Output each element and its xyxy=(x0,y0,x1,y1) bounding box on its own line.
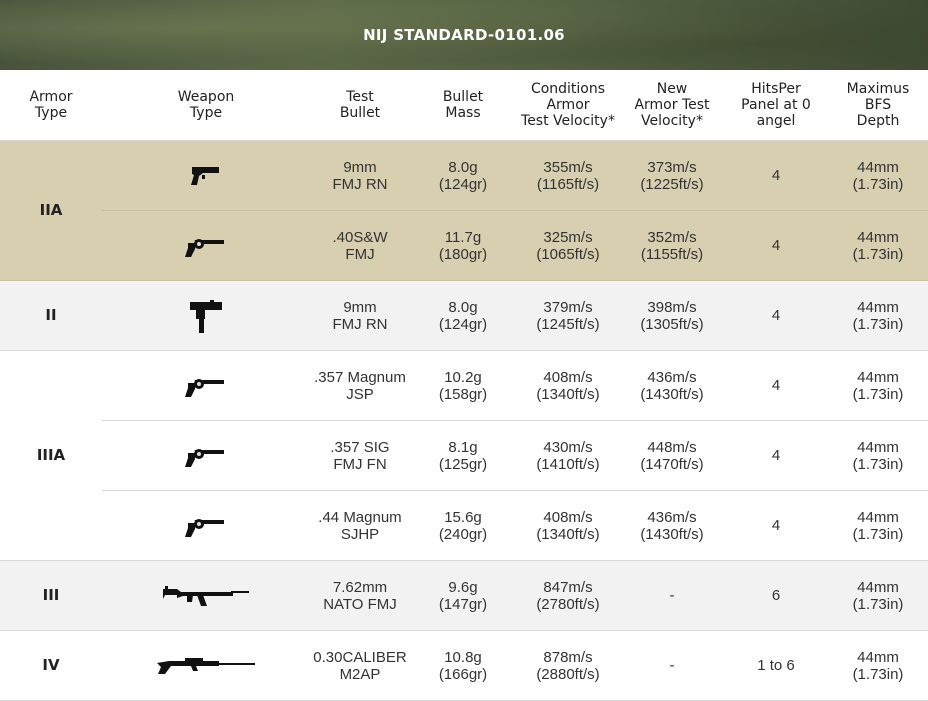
armor-type-cell: IIA xyxy=(0,141,102,281)
weapon-type-cell xyxy=(102,491,310,561)
new-velocity-cell: 436m/s (1430ft/s) xyxy=(620,491,724,561)
hits-per-panel-cell: 4 xyxy=(724,351,828,421)
conditions-velocity-cell: 408m/s (1340ft/s) xyxy=(516,491,620,561)
hits-per-panel-cell: 4 xyxy=(724,421,828,491)
armor-type-cell: IIIA xyxy=(0,351,102,561)
bfs-depth-cell: 44mm (1.73in) xyxy=(828,421,928,491)
hits-per-panel-cell: 4 xyxy=(724,491,828,561)
header-weapon-type: Weapon Type xyxy=(102,70,310,141)
bullet-mass-cell: 8.1g (125gr) xyxy=(410,421,516,491)
weapon-type-cell xyxy=(102,421,310,491)
bullet-mass-cell: 9.6g (147gr) xyxy=(410,561,516,631)
weapon-type-cell xyxy=(102,631,310,701)
nij-standard-table xyxy=(0,70,928,701)
pistol-icon xyxy=(190,166,222,183)
header-row xyxy=(0,70,928,141)
table-row xyxy=(0,491,928,561)
revolver-icon xyxy=(184,446,228,463)
test-bullet-cell: .44 Magnum SJHP xyxy=(310,491,410,561)
conditions-velocity-cell: 878m/s (2880ft/s) xyxy=(516,631,620,701)
hits-per-panel-cell: 4 xyxy=(724,211,828,281)
bfs-depth-cell: 44mm (1.73in) xyxy=(828,351,928,421)
bfs-depth-cell: 44mm (1.73in) xyxy=(828,281,928,351)
bullet-mass-cell: 10.8g (166gr) xyxy=(410,631,516,701)
bullet-mass-cell: 10.2g (158gr) xyxy=(410,351,516,421)
conditions-velocity-cell: 379m/s (1245ft/s) xyxy=(516,281,620,351)
header-hits-per-panel: HitsPer Panel at 0 angel xyxy=(724,70,828,141)
conditions-velocity-cell: 355m/s (1165ft/s) xyxy=(516,141,620,211)
weapon-type-cell xyxy=(102,281,310,351)
title-banner xyxy=(0,0,928,70)
test-bullet-cell: .357 Magnum JSP xyxy=(310,351,410,421)
table-row xyxy=(0,631,928,701)
new-velocity-cell: - xyxy=(620,561,724,631)
table-row xyxy=(0,141,928,211)
weapon-type-cell xyxy=(102,351,310,421)
test-bullet-cell: .40S&W FMJ xyxy=(310,211,410,281)
test-bullet-cell: 9mm FMJ RN xyxy=(310,141,410,211)
header-conditions-velocity: Conditions Armor Test Velocity* xyxy=(516,70,620,141)
header-bfs-depth: Maximus BFS Depth xyxy=(828,70,928,141)
revolver-icon xyxy=(184,376,228,393)
hits-per-panel-cell: 6 xyxy=(724,561,828,631)
weapon-type-cell xyxy=(102,141,310,211)
submachine-gun-icon xyxy=(188,306,224,323)
table-row xyxy=(0,561,928,631)
conditions-velocity-cell: 408m/s (1340ft/s) xyxy=(516,351,620,421)
hits-per-panel-cell: 1 to 6 xyxy=(724,631,828,701)
hits-per-panel-cell: 4 xyxy=(724,281,828,351)
new-velocity-cell: 436m/s (1430ft/s) xyxy=(620,351,724,421)
new-velocity-cell: 398m/s (1305ft/s) xyxy=(620,281,724,351)
new-velocity-cell: 448m/s (1470ft/s) xyxy=(620,421,724,491)
test-bullet-cell: .357 SIG FMJ FN xyxy=(310,421,410,491)
bfs-depth-cell: 44mm (1.73in) xyxy=(828,631,928,701)
assault-rifle-icon xyxy=(161,586,251,603)
new-velocity-cell: 373m/s (1225ft/s) xyxy=(620,141,724,211)
bfs-depth-cell: 44mm (1.73in) xyxy=(828,561,928,631)
test-bullet-cell: 0.30CALIBER M2AP xyxy=(310,631,410,701)
conditions-velocity-cell: 430m/s (1410ft/s) xyxy=(516,421,620,491)
header-bullet-mass: Bullet Mass xyxy=(410,70,516,141)
weapon-type-cell xyxy=(102,561,310,631)
armor-type-cell: III xyxy=(0,561,102,631)
armor-type-cell: II xyxy=(0,281,102,351)
conditions-velocity-cell: 325m/s (1065ft/s) xyxy=(516,211,620,281)
revolver-icon xyxy=(184,236,228,253)
new-velocity-cell: 352m/s (1155ft/s) xyxy=(620,211,724,281)
bfs-depth-cell: 44mm (1.73in) xyxy=(828,141,928,211)
header-test-bullet: Test Bullet xyxy=(310,70,410,141)
bullet-mass-cell: 8.0g (124gr) xyxy=(410,281,516,351)
bfs-depth-cell: 44mm (1.73in) xyxy=(828,491,928,561)
table-row xyxy=(0,211,928,281)
table-row xyxy=(0,281,928,351)
hits-per-panel-cell: 4 xyxy=(724,141,828,211)
banner-title: NIJ STANDARD-0101.06 xyxy=(363,26,565,44)
table-row xyxy=(0,421,928,491)
armor-type-cell: IV xyxy=(0,631,102,701)
new-velocity-cell: - xyxy=(620,631,724,701)
bfs-depth-cell: 44mm (1.73in) xyxy=(828,211,928,281)
header-new-velocity: New Armor Test Velocity* xyxy=(620,70,724,141)
table-row xyxy=(0,351,928,421)
bullet-mass-cell: 8.0g (124gr) xyxy=(410,141,516,211)
bullet-mass-cell: 15.6g (240gr) xyxy=(410,491,516,561)
conditions-velocity-cell: 847m/s (2780ft/s) xyxy=(516,561,620,631)
bullet-mass-cell: 11.7g (180gr) xyxy=(410,211,516,281)
revolver-icon xyxy=(184,516,228,533)
sniper-rifle-icon xyxy=(155,656,257,673)
header-armor-type: Armor Type xyxy=(0,70,102,141)
test-bullet-cell: 9mm FMJ RN xyxy=(310,281,410,351)
test-bullet-cell: 7.62mm NATO FMJ xyxy=(310,561,410,631)
weapon-type-cell xyxy=(102,211,310,281)
